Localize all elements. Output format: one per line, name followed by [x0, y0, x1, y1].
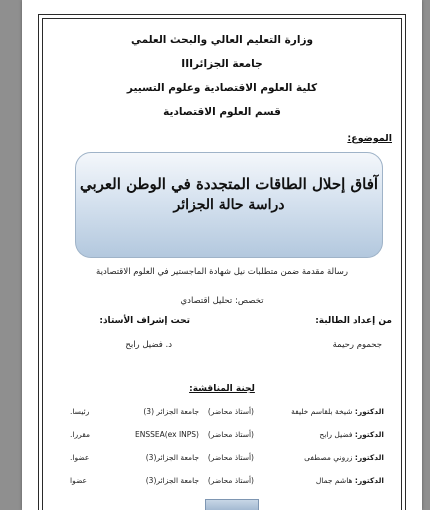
jury-member-institution: جامعة الجزائر(3) [145, 453, 199, 462]
jury-member-rank: (أستاذ محاضر) [207, 430, 254, 439]
jury-member-institution: جامعة الجزائر(3) [145, 476, 199, 485]
jury-member-role: مقررا. [70, 430, 91, 439]
title-box [75, 152, 383, 258]
thesis-title: آفاق إحلال الطاقات المتجددة في الوطن العربي [79, 175, 379, 193]
university-heading: جامعة الجزائرIII [181, 58, 263, 70]
jury-member-title: الدكتور: [354, 476, 384, 485]
jury-member-title: الدكتور: [354, 430, 384, 439]
jury-member-name: شيخة بلقاسم خليفة [291, 407, 353, 416]
jury-member-rank: (أستاذ محاضر) [207, 476, 254, 485]
faculty-heading: كلية العلوم الاقتصادية وعلوم التسيير [126, 82, 318, 94]
jury-member-title: الدكتور: [354, 453, 384, 462]
university-logo [205, 499, 259, 510]
jury-row [70, 407, 384, 423]
jury-member-institution: جامعة الجزائر (3) [143, 407, 199, 416]
student-label: من إعداد الطالبة: [315, 316, 392, 326]
jury-member-role: عضوا. [70, 453, 90, 462]
jury-member-title: الدكتور: [354, 407, 384, 416]
jury-row [70, 476, 384, 492]
jury-member-institution: ENSSEA(ex INPS) [134, 430, 199, 439]
jury-member-name: زروني مصطفى [304, 453, 353, 462]
document-page [22, 0, 422, 510]
jury-member-name: فضيل رابح [319, 430, 353, 439]
jury-member-rank: (أستاذ محاضر) [207, 407, 254, 416]
jury-member-role: عضوا [70, 476, 87, 485]
ministry-heading: وزارة التعليم العالي والبحث العلمي [130, 34, 314, 46]
student-name: جحموم رحيمة [332, 340, 382, 350]
topic-label: الموضوع: [347, 133, 392, 144]
jury-row [70, 430, 384, 446]
supervisor-name: د. فضيل رابح [125, 340, 172, 350]
thesis-subtitle: دراسة حالة الجزائر [173, 197, 285, 213]
jury-title: لجنة المناقشة: [189, 384, 255, 394]
supervisor-label: تحت إشراف الأستاذ: [99, 316, 190, 326]
jury-member-role: رئيسا. [70, 407, 90, 416]
jury-row [70, 453, 384, 469]
thesis-note: رسالة مقدمة ضمن متطلبات نيل شهادة الماجستير في العلوم الاقتصادية [96, 267, 348, 277]
jury-member-rank: (أستاذ محاضر) [207, 453, 254, 462]
jury-member-name: هاشم جمال [315, 476, 353, 485]
specialization: تخصص: تحليل اقتصادي [180, 296, 264, 306]
department-heading: قسم العلوم الاقتصادية [163, 106, 281, 118]
